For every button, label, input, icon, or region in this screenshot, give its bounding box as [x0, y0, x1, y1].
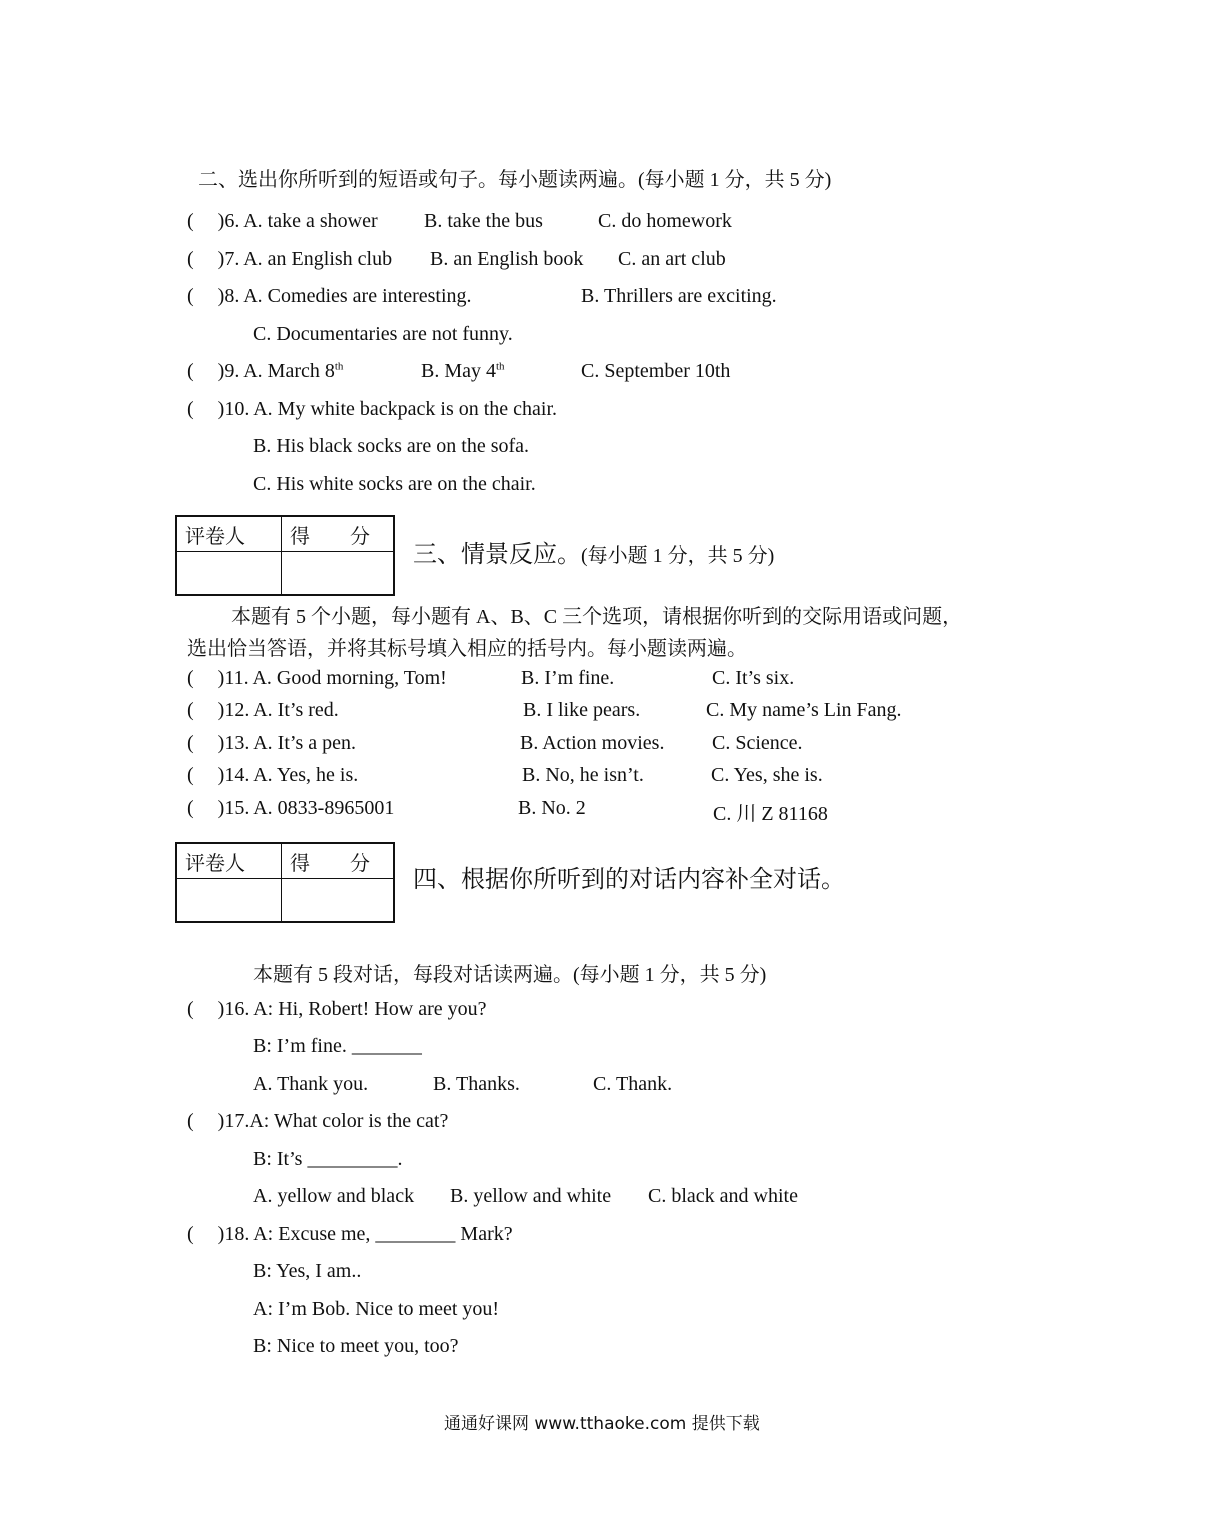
- q18-line2: B: Yes, I am..: [253, 1260, 362, 1282]
- reviewer-cell[interactable]: [176, 879, 282, 923]
- q16-option-c: C. Thank.: [593, 1073, 673, 1095]
- q9-option-c: C. September 10th: [581, 360, 731, 382]
- q18-line4: B: Nice to meet you, too?: [253, 1335, 459, 1357]
- question-10: [187, 398, 557, 421]
- footer-text: 通通好课网 www.tthaoke.com 提供下载: [444, 1414, 760, 1434]
- question-16: [187, 998, 487, 1021]
- bracket: (: [187, 667, 194, 689]
- score-label: 得 分: [282, 516, 395, 552]
- q16-option-a: A. Thank you.: [253, 1073, 369, 1095]
- q6-option-b: B. take the bus: [424, 210, 543, 232]
- score-box-section4: [175, 842, 395, 923]
- q14-option-c: C. Yes, she is.: [711, 764, 823, 786]
- reviewer-label: 评卷人: [176, 516, 282, 552]
- score-cell[interactable]: [282, 552, 395, 596]
- bracket: (: [187, 1223, 194, 1245]
- q17-line1: )17.A: What color is the cat?: [217, 1110, 449, 1132]
- q6-option-c: C. do homework: [598, 210, 732, 232]
- bracket: (: [187, 1110, 194, 1132]
- q15-option-c: C. 川 Z 81168: [713, 803, 828, 825]
- bracket: (: [187, 285, 194, 307]
- section4-intro: 本题有 5 段对话，每段对话读两遍。(每小题 1 分，共 5 分): [253, 964, 767, 986]
- score-cell[interactable]: [282, 879, 395, 923]
- section4-heading: 四、根据你所听到的对话内容补全对话。: [413, 865, 845, 893]
- q12-option-a: )12. A. It’s red.: [217, 699, 339, 721]
- q9-option-b-text: B. May 4: [421, 360, 496, 382]
- q9-option-b-sup: th: [496, 360, 505, 373]
- q18-line3: A: I’m Bob. Nice to meet you!: [253, 1298, 500, 1320]
- section3-intro-line1: 本题有 5 个小题，每小题有 A、B、C 三个选项，请根据你听到的交际用语或问题，: [231, 606, 963, 628]
- question-12: [187, 699, 339, 722]
- q18-line1: )18. A: Excuse me, ________ Mark?: [217, 1223, 513, 1245]
- question-13: [187, 732, 356, 755]
- q17-option-b: B. yellow and white: [450, 1185, 612, 1207]
- q9-option-a-sup: th: [334, 360, 344, 373]
- q16-option-b: B. Thanks.: [433, 1073, 520, 1095]
- reviewer-label: 评卷人: [176, 843, 282, 879]
- q7-option-c: C. an art club: [618, 248, 726, 270]
- bracket: (: [187, 360, 194, 382]
- q14-option-a: )14. A. Yes, he is.: [217, 764, 359, 786]
- question-11: [187, 667, 447, 690]
- section3-intro-line2: 选出恰当答语，并将其标号填入相应的括号内。每小题读两遍。: [187, 638, 747, 660]
- q16-line1: )16. A: Hi, Robert! How are you?: [217, 998, 487, 1020]
- question-7: [187, 248, 392, 271]
- q11-option-c: C. It’s six.: [712, 667, 795, 689]
- q7-option-a: )7. A. an English club: [217, 248, 393, 270]
- bracket: (: [187, 998, 194, 1020]
- section3-title: 三、情景反应。: [413, 540, 581, 568]
- q8-option-b: B. Thrillers are exciting.: [581, 285, 777, 307]
- q10-option-b: B. His black socks are on the sofa.: [253, 435, 530, 457]
- question-6: [187, 210, 378, 233]
- q11-option-b: B. I’m fine.: [521, 667, 615, 689]
- q7-option-b: B. an English book: [430, 248, 584, 270]
- bracket: (: [187, 797, 194, 819]
- question-14: [187, 764, 358, 787]
- reviewer-cell[interactable]: [176, 552, 282, 596]
- q13-option-c: C. Science.: [712, 732, 803, 754]
- q8-option-c: C. Documentaries are not funny.: [253, 323, 513, 345]
- q6-option-a: )6. A. take a shower: [217, 210, 378, 232]
- section2-heading: 二、选出你所听到的短语或句子。每小题读两遍。(每小题 1 分，共 5 分): [198, 169, 832, 191]
- bracket: (: [187, 248, 194, 270]
- q17-option-a: A. yellow and black: [253, 1185, 415, 1207]
- q9-option-b: [421, 360, 505, 383]
- bracket: (: [187, 398, 194, 420]
- q13-option-a: )13. A. It’s a pen.: [217, 732, 356, 754]
- question-9: [187, 360, 343, 383]
- q9-option-a: )9. A. March 8: [217, 360, 335, 382]
- question-15: [187, 797, 394, 820]
- q11-option-a: )11. A. Good morning, Tom!: [217, 667, 447, 689]
- score-box-section3: [175, 515, 395, 596]
- bracket: (: [187, 764, 194, 786]
- section3-heading: [413, 534, 774, 569]
- q15-option-b: B. No. 2: [518, 797, 586, 819]
- question-8: [187, 285, 472, 308]
- bracket: (: [187, 699, 194, 721]
- q17-option-c: C. black and white: [648, 1185, 798, 1207]
- bracket: (: [187, 210, 194, 232]
- section3-note: (每小题 1 分，共 5 分): [581, 545, 775, 567]
- score-label: 得 分: [282, 843, 395, 879]
- q8-option-a: )8. A. Comedies are interesting.: [217, 285, 472, 307]
- question-17: [187, 1110, 448, 1133]
- q12-option-b: B. I like pears.: [523, 699, 641, 721]
- q10-option-c: C. His white socks are on the chair.: [253, 473, 536, 495]
- q13-option-b: B. Action movies.: [520, 732, 665, 754]
- bracket: (: [187, 732, 194, 754]
- question-18: [187, 1223, 513, 1246]
- q10-option-a: )10. A. My white backpack is on the chair.: [217, 398, 558, 420]
- q16-line2: B: I’m fine. _______: [253, 1035, 422, 1057]
- q15-option-a: )15. A. 0833-8965001: [217, 797, 395, 819]
- q14-option-b: B. No, he isn’t.: [522, 764, 644, 786]
- q12-option-c: C. My name’s Lin Fang.: [706, 699, 902, 721]
- q17-line2: B: It’s _________.: [253, 1148, 403, 1170]
